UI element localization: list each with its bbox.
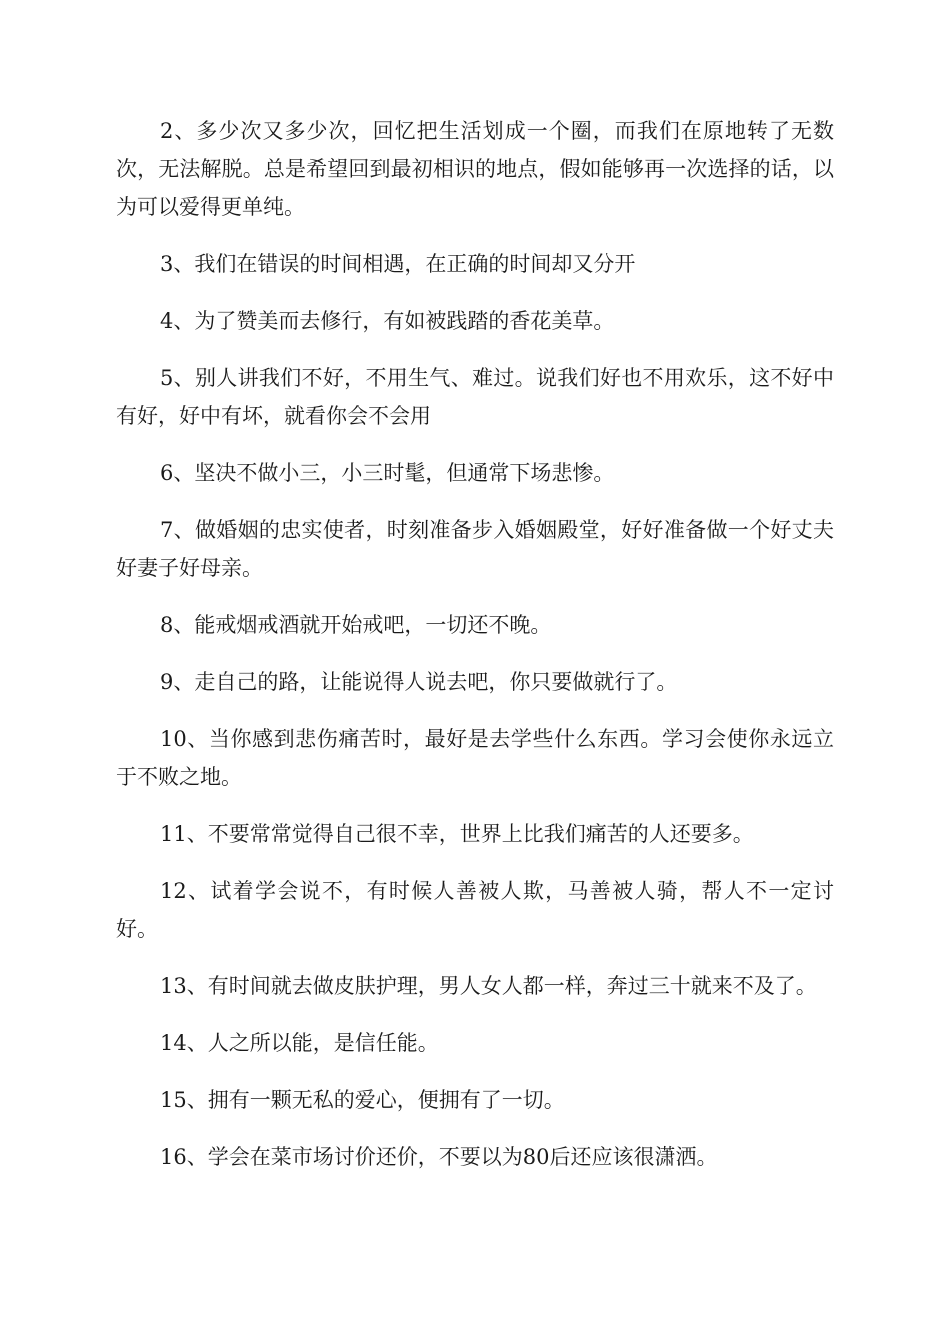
paragraph-15: 15、拥有一颗无私的爱心，便拥有了一切。: [160, 1088, 565, 1112]
paragraph-8: 8、能戒烟戒酒就开始戒吧，一切还不晚。: [160, 613, 552, 637]
paragraph-10: 10、当你感到悲伤痛苦时，最好是去学些什么东西。学习会使你永远立于不败之地。: [116, 727, 834, 789]
paragraph-2: 2、多少次又多少次，回忆把生活划成一个圈，而我们在原地转了无数次，无法解脱。总是希望回到最初相识的地点，假如能够再一次选择的话，以为可以爱得更单纯。: [116, 119, 834, 219]
paragraph-13: 13、有时间就去做皮肤护理，男人女人都一样，奔过三十就来不及了。: [160, 974, 817, 998]
paragraph-7: 7、做婚姻的忠实使者，时刻准备步入婚姻殿堂，好好准备做一个好丈夫好妻子好母亲。: [116, 518, 834, 580]
paragraph-14: 14、人之所以能，是信任能。: [160, 1031, 439, 1055]
paragraph-11: 11、不要常常觉得自己很不幸，世界上比我们痛苦的人还要多。: [160, 822, 754, 846]
paragraph-6: 6、坚决不做小三，小三时髦，但通常下场悲惨。: [160, 461, 615, 485]
paragraph-16: 16、学会在菜市场讨价还价，不要以为80后还应该很潇洒。: [160, 1145, 718, 1169]
paragraph-5: 5、别人讲我们不好，不用生气、难过。说我们好也不用欢乐，这不好中有好，好中有坏，就看你会不会用: [116, 366, 834, 428]
paragraph-3: 3、我们在错误的时间相遇，在正确的时间却又分开: [160, 252, 636, 276]
paragraph-9: 9、走自己的路，让能说得人说去吧，你只要做就行了。: [160, 670, 678, 694]
paragraph-4: 4、为了赞美而去修行，有如被践踏的香花美草。: [160, 309, 615, 333]
paragraph-12: 12、试着学会说不，有时候人善被人欺，马善被人骑，帮人不一定讨好。: [116, 879, 834, 941]
document-body: [116, 112, 834, 1195]
